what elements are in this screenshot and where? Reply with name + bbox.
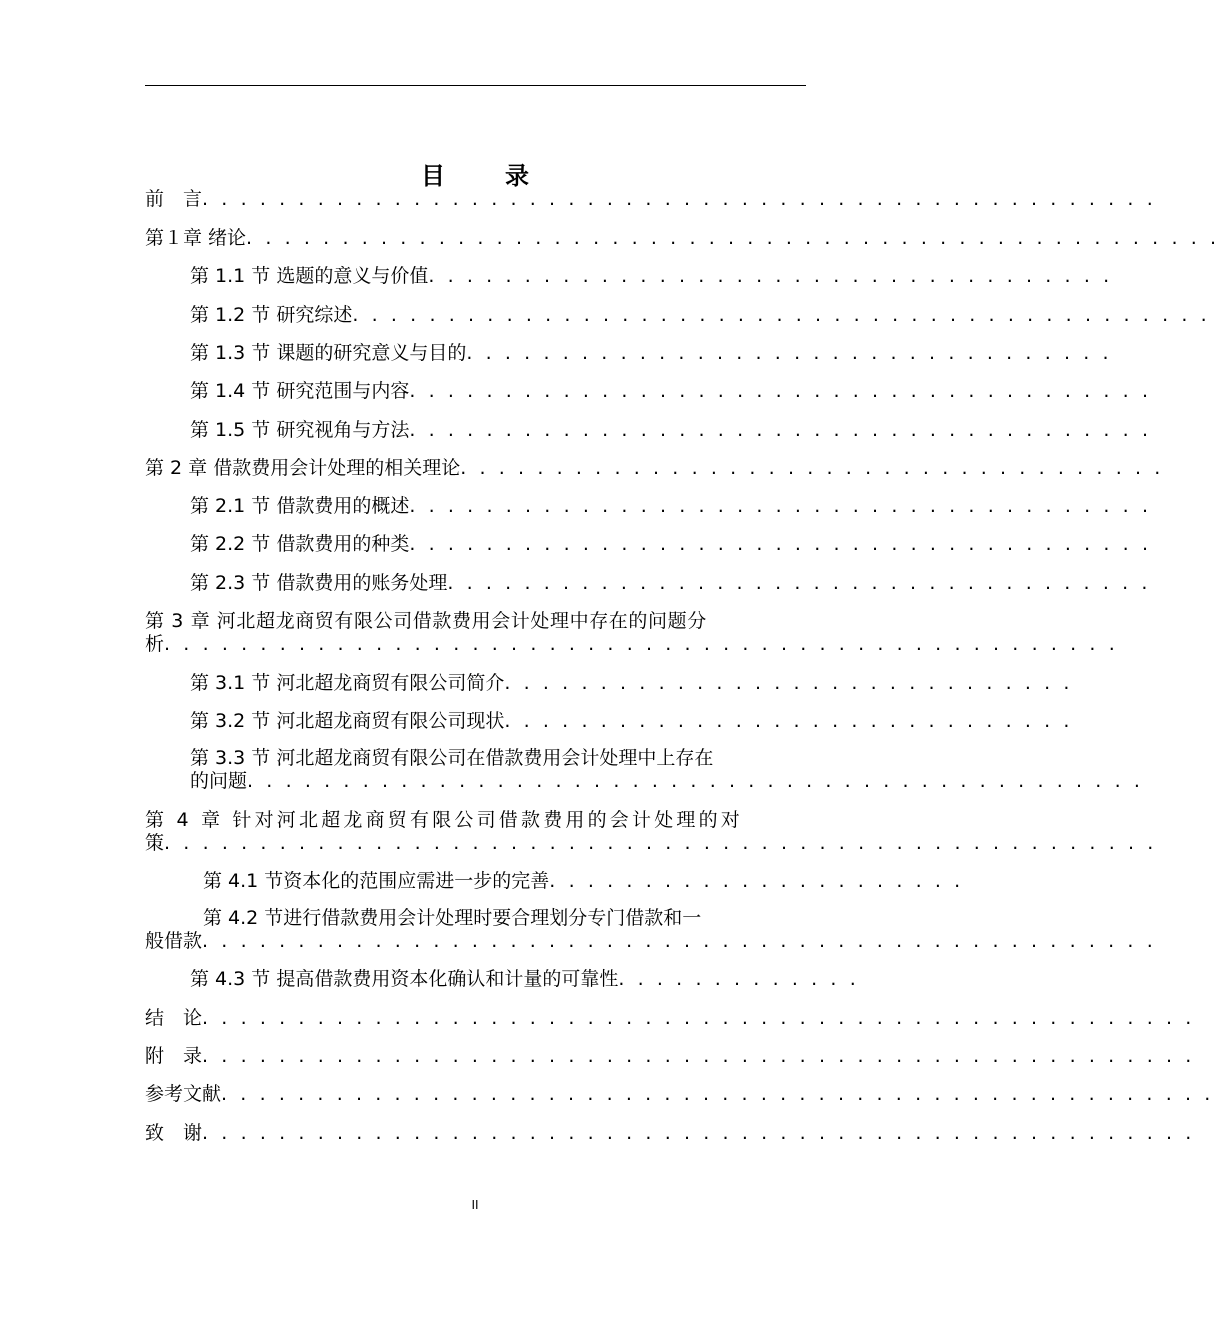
toc-entry-label: 第 1.2 节 研究综述 [190, 304, 353, 326]
toc-leader-dots: . . . . . . . . . . . . . . . . . . . . . . . . . . . . . . . . . . . . . [447, 572, 1152, 594]
toc-entry-label: 第 3 章 河北超龙商贸有限公司借款费用会计处理中存在的问题分 [145, 610, 707, 632]
toc-entry-conclusion[interactable] [145, 1007, 1195, 1030]
toc-entry-label: 第 2.3 节 借款费用的账务处理 [190, 572, 448, 594]
toc-entry-label-continuation: 的问题 [190, 770, 248, 792]
toc-entry-section-2-1[interactable] [145, 495, 1152, 518]
toc-entry-label: 附 录 [145, 1045, 203, 1067]
toc-entry-section-4-1[interactable] [145, 870, 964, 893]
toc-entry-preface[interactable] [145, 188, 1157, 211]
toc-leader-dots: . . . . . . . . . . . . . . . . . . . . . . . . . . . . . . . . . . . . . . . [409, 533, 1152, 555]
toc-entry-label: 第 1.4 节 研究范围与内容 [190, 380, 410, 402]
toc-entry-label: 第 3.2 节 河北超龙商贸有限公司现状 [190, 710, 505, 732]
toc-leader-dots: . . . . . . . . . . . . . . . . . . . . . . . . . . . . . . . . . . . . . . . . . . . . . . . . . . . . [202, 1007, 1195, 1029]
toc-leader-dots: . . . . . . . . . . . . . . . . . . . . . . [549, 870, 964, 892]
toc-entry-section-2-2[interactable] [145, 533, 1152, 556]
toc-leader-dots: . . . . . . . . . . . . . . . . . . . . . . . . . . . . . . . . . . . . . [460, 457, 1164, 479]
toc-entry-label: 第 2 章 借款费用会计处理的相关理论 [145, 457, 461, 479]
toc-entry-label: 第 3.3 节 河北超龙商贸有限公司在借款费用会计处理中上存在 [190, 747, 714, 769]
toc-entry-label: 第 2.2 节 借款费用的种类 [190, 533, 410, 555]
toc-leader-dots: . . . . . . . . . . . . . . . . . . . . . . . . . . . . . . . . . . . . . . . . . . . . . . . . . . [202, 930, 1157, 952]
toc-entry-label: 第 4.2 节进行借款费用会计处理时要合理划分专门借款和一 [203, 907, 702, 929]
toc-entry-label-continuation: 析 [145, 633, 165, 655]
toc-leader-dots: . . . . . . . . . . . . . . . . . . . . . . . . . . . . . . . . . . . . . . . . . . . . . . . . . . [202, 188, 1157, 210]
toc-entry-chapter-1[interactable] [145, 227, 1220, 250]
toc-leader-dots: . . . . . . . . . . . . . . . . . . . . . . . . . . . . . . [504, 710, 1074, 732]
toc-entry-label: 结 论 [145, 1007, 203, 1029]
toc-entry-chapter-2[interactable] [145, 457, 1164, 480]
toc-entry-label-continuation: 般借款 [145, 930, 203, 952]
toc-entry-label: 前 言 [145, 188, 203, 210]
header-rule [145, 85, 806, 86]
toc-entry-appendix[interactable] [145, 1045, 1195, 1068]
toc-entry-section-1-5[interactable] [145, 419, 1152, 442]
toc-entry-section-3-1[interactable] [145, 672, 1074, 695]
toc-entry-label: 第 1.1 节 选题的意义与价值 [190, 265, 429, 287]
toc-leader-dots: . . . . . . . . . . . . . . . . . . . . . . . . . . . . . . . . . . . . . . . . . . . . . [352, 304, 1211, 326]
toc-entry-label: 第 4.1 节资本化的范围应需进一步的完善 [203, 870, 550, 892]
toc-entry-label-continuation: 策 [145, 832, 165, 854]
toc-entry-section-3-3[interactable] [145, 747, 1144, 793]
toc-leader-dots: . . . . . . . . . . . . . . . . . . . . . . . . . . . . . . . . . . . . [428, 265, 1113, 287]
toc-entry-label: 致 谢 [145, 1122, 203, 1144]
toc-leader-dots: . . . . . . . . . . . . . . . . . . . . . . . . . . . . . . . . . . . . . . . . . . . . . . . . . . . . [221, 1083, 1214, 1105]
toc-entry-chapter-4[interactable] [145, 809, 1157, 855]
toc-leader-dots: . . . . . . . . . . . . . . . . . . . . . . . . . . . . . . . . . . . . . . . . . . . . . . . [247, 770, 1144, 792]
toc-entry-acknowledgements[interactable] [145, 1122, 1195, 1145]
toc-title: 目 录 [421, 162, 547, 190]
toc-leader-dots: . . . . . . . . . . . . . . . . . . . . . . . . . . . . . . [504, 672, 1074, 694]
toc-entry-section-1-3[interactable] [145, 342, 1113, 365]
toc-entry-references[interactable] [145, 1083, 1214, 1106]
toc-entry-label: 第１章 绪论 [145, 227, 247, 249]
toc-entry-label: 参考文献 [145, 1083, 222, 1105]
toc-leader-dots: . . . . . . . . . . . . . . . . . . . . . . . . . . . . . . . . . . . . . . . [409, 495, 1152, 517]
toc-entry-label: 第 1.3 节 课题的研究意义与目的 [190, 342, 467, 364]
toc-leader-dots: . . . . . . . . . . . . . . . . . . . . . . . . . . . . . . . . . . . . . . . [409, 419, 1152, 441]
toc-entry-section-4-3[interactable] [145, 968, 860, 991]
toc-leader-dots: . . . . . . . . . . . . . . . . . . . . . . . . . . . . . . . . . . . . . . . [409, 380, 1152, 402]
toc-leader-dots: . . . . . . . . . . . . . . . . . . . . . . . . . . . . . . . . . . . . . . . . . . . . . . . . . . . . [202, 1122, 1195, 1144]
toc-leader-dots: . . . . . . . . . . . . . [618, 968, 860, 990]
toc-entry-section-1-1[interactable] [145, 265, 1113, 288]
toc-leader-dots: . . . . . . . . . . . . . . . . . . . . . . . . . . . . . . . . . . . . . . . . . . . . . . . . . . [164, 633, 1119, 655]
toc-entry-label: 第 2.1 节 借款费用的概述 [190, 495, 410, 517]
toc-leader-dots: . . . . . . . . . . . . . . . . . . . . . . . . . . . . . . . . . . . . . . . . . . . . . . . . . . . [246, 227, 1220, 249]
toc-entry-label: 第 4.3 节 提高借款费用资本化确认和计量的可靠性 [190, 968, 619, 990]
toc-leader-dots: . . . . . . . . . . . . . . . . . . . . . . . . . . . . . . . . . . . . . . . . . . . . . . . . . . . . [202, 1045, 1195, 1067]
toc-entry-section-1-2[interactable] [145, 304, 1211, 327]
toc-entry-label: 第 4 章 针对河北超龙商贸有限公司借款费用的会计处理的对 [145, 809, 744, 831]
toc-entry-section-2-3[interactable] [145, 572, 1152, 595]
toc-entry-label: 第 3.1 节 河北超龙商贸有限公司简介 [190, 672, 505, 694]
toc-entry-section-4-2[interactable] [145, 907, 1157, 953]
toc-entry-section-3-2[interactable] [145, 710, 1074, 733]
toc-entry-label: 第 1.5 节 研究视角与方法 [190, 419, 410, 441]
page-number: II [471, 1198, 479, 1212]
toc-entry-section-1-4[interactable] [145, 380, 1152, 403]
toc-entry-chapter-3[interactable] [145, 610, 1119, 656]
toc-leader-dots: . . . . . . . . . . . . . . . . . . . . . . . . . . . . . . . . . . . . . . . . . . . . . . . . . . . . [164, 832, 1157, 854]
toc-leader-dots: . . . . . . . . . . . . . . . . . . . . . . . . . . . . . . . . . . [466, 342, 1113, 364]
